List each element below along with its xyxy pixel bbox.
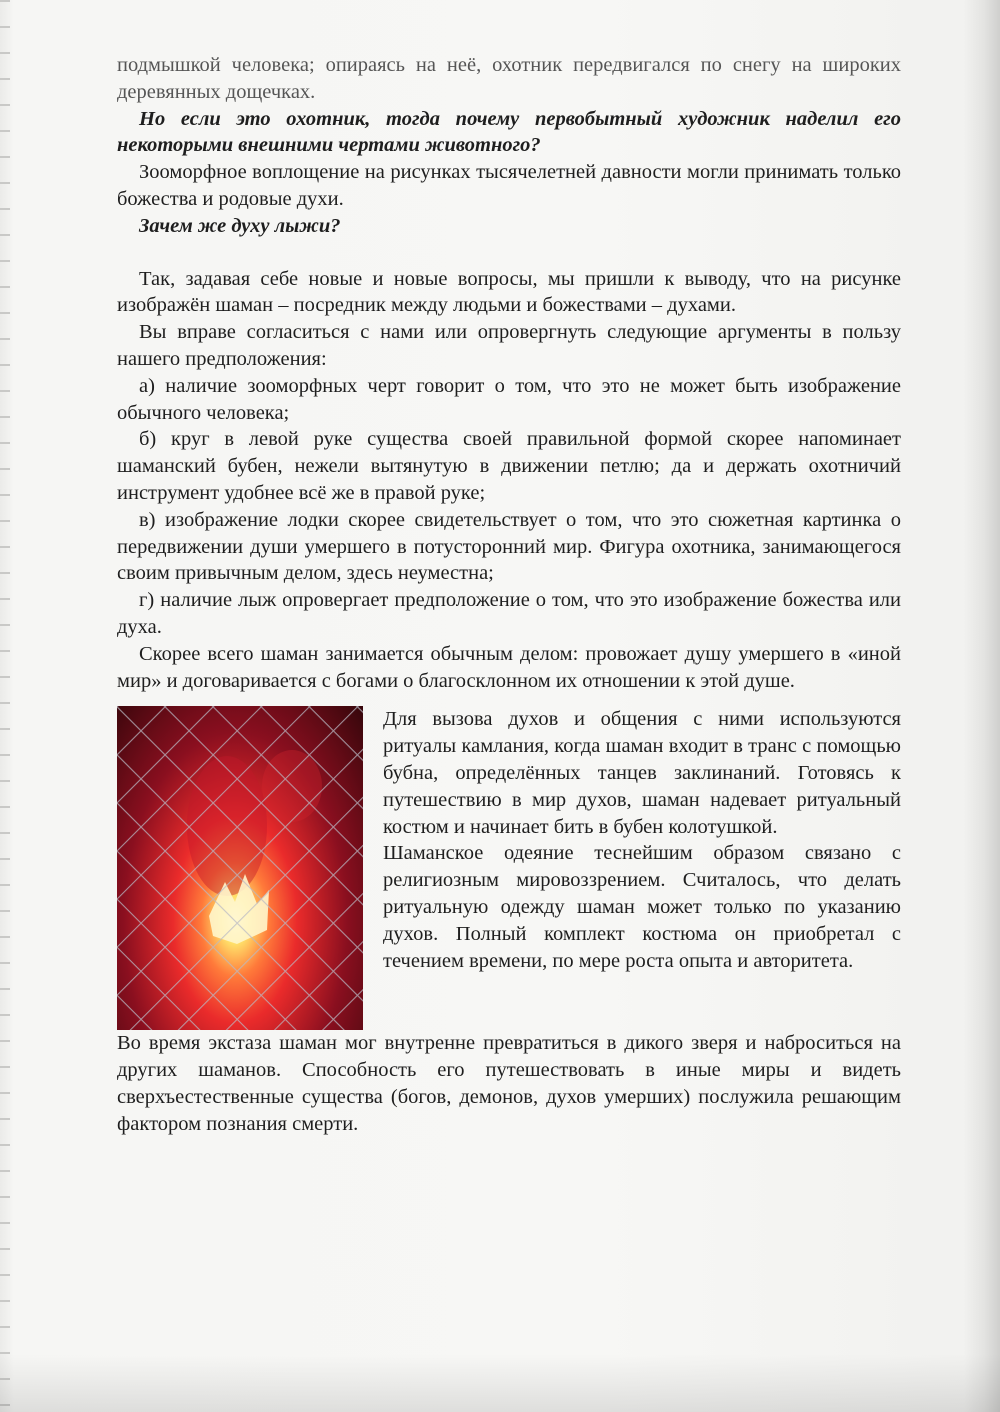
question-hunter: Но если это охотник, тогда почему первобытный художник наделил его некоторыми внешними чертами животного? — [117, 107, 901, 157]
paragraph-kamlanie: Для вызова духов и общения с ними используются ритуалы камлания, когда шаман входит в транс с помощью бубна, определённых танцев заклинаний. Готовясь к путешествию в мир духов, шаман надевает ритуальный костюм и начинает бить в бубен колотушкой. — [383, 708, 901, 838]
page-bottom-shadow — [0, 1354, 1000, 1412]
question-skis: Зачем же духу лыжи? — [139, 214, 341, 237]
paragraph-intro: подмышкой человека; опираясь на неё, охотник передвигался по снегу на широких деревянных дощечках. — [117, 54, 901, 103]
argument-c: в) изображение лодки скорее свидетельствует о том, что это сюжетная картинка о передвижении души умершего в потусторонний мир. Фигура охотника, занимающегося своим привычным делом, здесь неуместна; — [117, 508, 901, 585]
figure-block — [117, 706, 901, 1030]
page-edge-shadow — [964, 0, 1000, 1412]
chain-link-fence-overlay — [117, 706, 363, 1030]
paragraph-conclusion: Так, задавая себе новые и новые вопросы, мы пришли к выводу, что на рисунке изображён шаман – посредник между людьми и божествами – духами. — [117, 267, 901, 317]
document-body — [117, 52, 901, 1138]
paragraph-clothing: Шаманское одеяние теснейшим образом связано с религиозным мировоззрением. Считалось, что делать ритуальную одежду шаман может только по указанию духов. Полный комплект костюма он приобретал с течением времени, по мере роста опыта и авторитета. — [383, 842, 901, 972]
binding-edge — [0, 0, 10, 1412]
argument-d: г) наличие лыж опровергает предположение о том, что это изображение божества или духа. — [117, 589, 901, 638]
paragraph-arguments-intro: Вы вправе согласиться с нами или опровергнуть следующие аргументы в пользу нашего предположения: — [117, 321, 901, 370]
paragraph-zoomorphic: Зооморфное воплощение на рисунках тысячелетней давности могли принимать только божества и родовые духи. — [117, 161, 901, 210]
argument-a: а) наличие зооморфных черт говорит о том, что это не может быть изображение обычного человека; — [117, 374, 901, 424]
paragraph-shaman-work: Скорее всего шаман занимается обычным делом: провожает душу умершего в «иной мир» и договаривается с богами о благосклонном их отношении к этой душе. — [117, 642, 901, 692]
shaman-ritual-fire-photo — [117, 706, 363, 1030]
paragraph-ecstasy: Во время экстаза шаман мог внутренне превратиться в дикого зверя и наброситься на других шаманов. Способность его путешествовать в иные миры и видеть сверхъестественные существа (богов, демонов, духов умерших) послужила решающим фактором познания смерти. — [117, 1032, 901, 1135]
argument-b: б) круг в левой руке существа своей правильной формой скорее напоминает шаманский бубен, нежели вытянутую в движении петлю; да и держать охотничий инструмент удобнее всё же в правой руке; — [117, 428, 901, 504]
